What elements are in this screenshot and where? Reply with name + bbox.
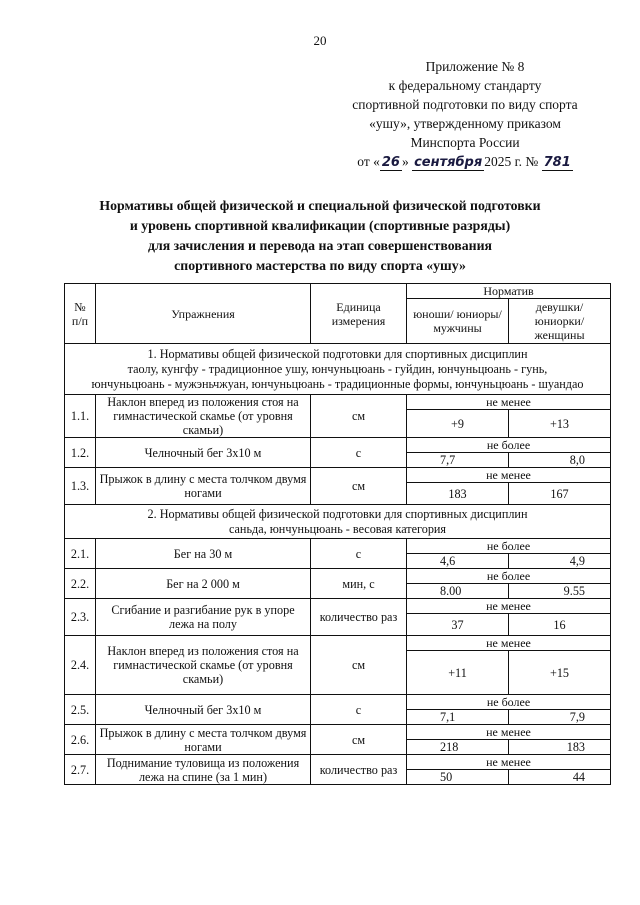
appendix-standard: к федеральному стандарту <box>388 78 542 93</box>
female-norm-value: 7,9 <box>509 710 611 725</box>
table-row <box>65 599 611 614</box>
appendix-date-line <box>330 152 600 171</box>
exercise-name: Сгибание и разгибание рук в упоре лежа на полу <box>96 599 311 636</box>
page-number: 20 <box>313 33 327 48</box>
section-line: саньда, юнчуньцюань - весовая категория <box>228 521 447 536</box>
norms-table <box>64 283 611 785</box>
row-number: 1.2. <box>65 438 96 468</box>
appendix-ministry: Минспорта России <box>410 135 520 150</box>
section-line: юнчуньцюань - мужэньчжуан, юнчуньцюань - традиционные формы, юнчуньцюань - шуандао <box>91 376 584 391</box>
row-number: 2.1. <box>65 539 96 569</box>
norm-condition: не более <box>407 539 611 554</box>
norm-condition: не более <box>407 438 611 453</box>
male-norm-value: +11 <box>407 651 509 695</box>
row-number: 2.6. <box>65 725 96 755</box>
exercise-name: Челночный бег 3х10 м <box>96 695 311 725</box>
title-line: и уровень спортивной квалификации (спортивные разряды) <box>129 218 511 233</box>
row-number: 2.4. <box>65 636 96 695</box>
table-row <box>65 395 611 410</box>
title-line: спортивного мастерства по виду спорта «ушу» <box>174 258 466 273</box>
male-norm-value: 7,7 <box>407 453 509 468</box>
male-norm-value: 4,6 <box>407 554 509 569</box>
row-number: 2.7. <box>65 755 96 785</box>
norm-condition: не более <box>407 569 611 584</box>
exercise-name: Прыжок в длину с места толчком двумя ногами <box>96 468 311 505</box>
female-norm-value: 9.55 <box>509 584 611 599</box>
section-1-heading <box>65 344 611 395</box>
date-year: 2025 г. № <box>484 154 539 169</box>
header-exercise: Упражнения <box>96 284 311 344</box>
male-norm-value: 37 <box>407 614 509 636</box>
title-line: для зачисления и перевода на этап совершенствования <box>148 238 492 253</box>
exercise-name: Бег на 30 м <box>96 539 311 569</box>
table-row <box>65 725 611 740</box>
table-row <box>65 569 611 584</box>
row-number: 1.1. <box>65 395 96 438</box>
exercise-name: Бег на 2 000 м <box>96 569 311 599</box>
section-line: 1. Нормативы общей физической подготовки для спортивных дисциплин <box>147 346 528 361</box>
appendix-header <box>330 57 600 171</box>
section-2-heading <box>65 505 611 539</box>
male-norm-value: 8.00 <box>407 584 509 599</box>
male-norm-value: 50 <box>407 770 509 785</box>
exercise-name: Прыжок в длину с места толчком двумя ногами <box>96 725 311 755</box>
female-norm-value: +13 <box>509 410 611 438</box>
row-number: 2.2. <box>65 569 96 599</box>
handwritten-order-number: 781 <box>543 155 571 170</box>
female-norm-value: +15 <box>509 651 611 695</box>
norm-condition: не более <box>407 695 611 710</box>
unit-of-measure: количество раз <box>311 755 407 785</box>
table-row <box>65 438 611 453</box>
male-norm-value: 183 <box>407 483 509 505</box>
table-row <box>65 636 611 651</box>
appendix-sport: спортивной подготовки по виду спорта <box>352 97 578 112</box>
exercise-name: Наклон вперед из положения стоя на гимнастической скамье (от уровня скамьи) <box>96 636 311 695</box>
norm-condition: не менее <box>407 599 611 614</box>
female-norm-value: 4,9 <box>509 554 611 569</box>
appendix-order: «ушу», утвержденному приказом <box>369 116 561 131</box>
female-norm-value: 8,0 <box>509 453 611 468</box>
unit-of-measure: с <box>311 539 407 569</box>
male-norm-value: 218 <box>407 740 509 755</box>
exercise-name: Поднимание туловища из положения лежа на спине (за 1 мин) <box>96 755 311 785</box>
table-row <box>65 755 611 770</box>
male-norm-value: +9 <box>407 410 509 438</box>
table-row <box>65 468 611 483</box>
unit-of-measure: см <box>311 468 407 505</box>
unit-of-measure: количество раз <box>311 599 407 636</box>
header-male: юноши/ юниоры/ мужчины <box>407 299 509 344</box>
norm-condition: не менее <box>407 755 611 770</box>
date-prefix: от « <box>357 154 380 169</box>
header-unit: Единица измерения <box>311 284 407 344</box>
unit-of-measure: см <box>311 395 407 438</box>
exercise-name: Наклон вперед из положения стоя на гимнастической скамье (от уровня скамьи) <box>96 395 311 438</box>
row-number: 2.5. <box>65 695 96 725</box>
norm-condition: не менее <box>407 395 611 410</box>
appendix-number: Приложение № 8 <box>425 59 525 74</box>
unit-of-measure: см <box>311 636 407 695</box>
header-norm: Норматив <box>407 284 611 299</box>
title-line: Нормативы общей физической и специальной физической подготовки <box>99 198 541 213</box>
row-number: 2.3. <box>65 599 96 636</box>
handwritten-day: 26 <box>381 155 400 170</box>
female-norm-value: 167 <box>509 483 611 505</box>
female-norm-value: 44 <box>509 770 611 785</box>
handwritten-month: сентября <box>414 155 483 170</box>
document-title <box>40 196 600 276</box>
male-norm-value: 7,1 <box>407 710 509 725</box>
table-row <box>65 539 611 554</box>
unit-of-measure: с <box>311 695 407 725</box>
norm-condition: не менее <box>407 725 611 740</box>
unit-of-measure: мин, с <box>311 569 407 599</box>
table-row <box>65 695 611 710</box>
female-norm-value: 183 <box>509 740 611 755</box>
female-norm-value: 16 <box>509 614 611 636</box>
norm-condition: не менее <box>407 636 611 651</box>
date-close: » <box>401 154 409 169</box>
header-female: девушки/ юниорки/ женщины <box>509 299 611 344</box>
unit-of-measure: с <box>311 438 407 468</box>
unit-of-measure: см <box>311 725 407 755</box>
exercise-name: Челночный бег 3х10 м <box>96 438 311 468</box>
section-line: таолу, кунгфу - традиционное ушу, юнчуньцюань - гуйдин, юнчуньцюань - гунь, <box>127 361 548 376</box>
norm-condition: не менее <box>407 468 611 483</box>
header-num: № п/п <box>65 284 96 344</box>
section-line: 2. Нормативы общей физической подготовки для спортивных дисциплин <box>147 506 528 521</box>
row-number: 1.3. <box>65 468 96 505</box>
